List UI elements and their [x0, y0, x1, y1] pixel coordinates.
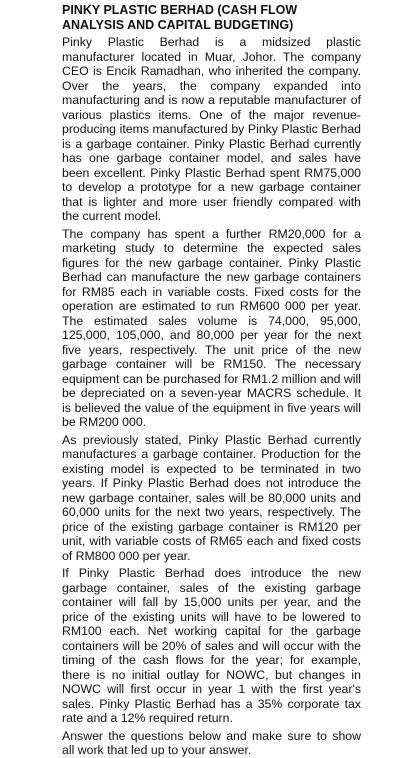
paragraph-cannibalization-and-nowc: If Pinky Plastic Berhad does introduce the new garbage container, sales of the existing garbage container will fall by 15,000 units per year, and the price of the existing units will have to be lowered to RM100 each. Net working capital for the garbage containers will be 20% of sales and will occur with the timing of the cash flows for the year; for example, there is no initial outlay for NOWC, but changes in NOWC will first occur in year 1 with the first year's sales. Pinky Plastic Berhad has a 35% corporate tax rate and a 12% required return.: [62, 566, 361, 725]
document-title: PINKY PLASTIC BERHAD (CASH FLOW ANALYSIS AND CAPITAL BUDGETING): [62, 3, 298, 32]
paragraph-company-background: Pinky Plastic Berhad is a midsized plastic manufacturer located in Muar, Johor. The company CEO is Encik Ramadhan, who inherited the company. Over the years, the company expanded into manufacturing and is now a reputable manufacturer of various plastics items. One of the major revenue-producing items manufactured by Pinky Plastic Berhad is a garbage container. Pinky Plastic Berhad currently has one garbage container model, and sales have been excellent. Pinky Plastic Berhad spent RM75,000 to develop a prototype for a new garbage container that is lighter and more user friendly compared with the current model.: [62, 35, 361, 223]
paragraph-new-product-costs: The company has spent a further RM20,000 for a marketing study to determine the expected sales figures for the new garbage container. Pinky Plastic Berhad can manufacture the new garbage containers for RM85 each in variable costs. Fixed costs for the operation are estimated to run RM600 000 per year. The estimated sales volume is 74,000, 95,000, 125,000, 105,000, and 80,000 per year for the next five years, respectively. The unit price of the new garbage container will be RM150. The necessary equipment can be purchased for RM1.2 million and will be depreciated on a seven-year MACRS schedule. It is believed the value of the equipment in five years will be RM200 000.: [62, 226, 361, 429]
paragraph-existing-product: As previously stated, Pinky Plastic Berhad currently manufactures a garbage container. Production for the existing model is expected to be terminated in two years. If Pinky Plastic Berhad does not introduce the new garbage container, sales will be 80,000 units and 60,000 units for the next two years, respectively. The price of the existing garbage container is RM120 per unit, with variable costs of RM65 each and fixed costs of RM800 000 per year.: [62, 432, 361, 563]
paragraph-instructions: Answer the questions below and make sure to show all work that led up to your answer.: [62, 728, 361, 757]
